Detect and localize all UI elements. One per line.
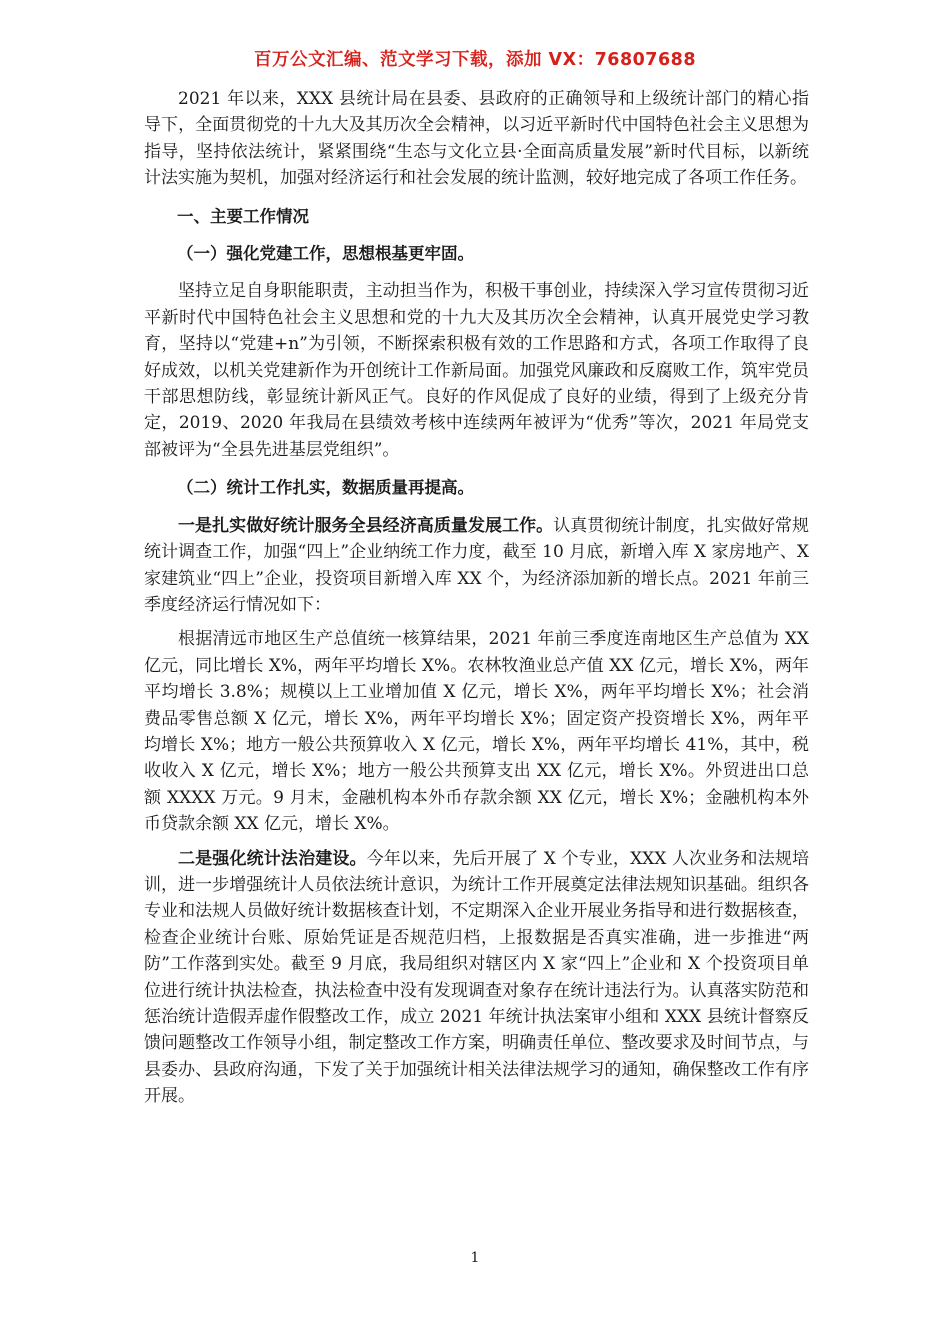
subsection-heading-party-building: （一）强化党建工作，思想根基更牢固。 bbox=[177, 244, 474, 264]
economy-data-paragraph: 根据清远市地区生产总值统一核算结果，2021 年前三季度连南地区生产总值为 XX 亿元，同比增长 X%，两年平均增长 X%。农林牧渔业总产值 XX 亿元，增长 X%，两年平均增长 3.8%；规模以上工业增加值 X 亿元，增长 X%，两年平均增长 X%；社会消费品零售总额 X 亿元，增长 X%，两年平均增长 X%；固定资产投资增长 X%，两年平均增长 X%；地方一般公共预算收入 X 亿元，增长 X%，两年平均增长 41%，其中，税收收入 X 亿元，增长 X%；地方一般公共预算支出 XX 亿元，增长 X%。外贸进出口总额 XXXX 万元。9 月末，金融机构本外币存款余额 XX 亿元，增长 X%；金融机构本外币贷款余额 XX 亿元，增长 X%。 bbox=[144, 629, 809, 835]
intro-paragraph: 2021 年以来，XXX 县统计局在县委、县政府的正确领导和上级统计部门的精心指导下，全面贯彻党的十九大及其历次全会精神，以习近平新时代中国特色社会主义思想为指导，坚持依法统计，紧紧围绕“生态与文化立县·全面高质量发展”新时代目标，以新统计法实施为契机，加强对经济运行和社会发展的统计监测，较好地完成了各项工作任务。 bbox=[144, 89, 809, 189]
rule-of-law-text: 今年以来，先后开展了 X 个专业，XXX 人次业务和法规培训，进一步增强统计人员依法统计意识，为统计工作开展奠定法律法规知识基础。组织各专业和法规人员做好统计数据核查计划，不定期深入企业开展业务指导和进行数据核查，检查企业统计台账、原始凭证是否规范归档，上报数据是否真实准确，进一步推进“两防”工作落到实处。截至 9 月底，我局组织对辖区内 X 家“四上”企业和 X 个投资项目单位进行统计执法检查，执法检查中没有发现调查对象存在统计违法行为。认真落实防范和惩治统计造假弄虚作假整改工作，成立 2021 年统计执法案审小组和 XXX 县统计督察反馈问题整改工作领导小组，制定整改工作方案，明确责任单位、整改要求及时间节点，与县委办、县政府沟通，下发了关于加强统计相关法律法规学习的通知，确保整改工作有序开展。 bbox=[144, 848, 810, 1107]
section-heading-main-work: 一、主要工作情况 bbox=[177, 206, 309, 226]
page-number: 1 bbox=[470, 1250, 480, 1266]
header-banner: 百万公文汇编、范文学习下载，添加 VX：76807688 bbox=[253, 50, 697, 70]
rule-of-law-paragraph bbox=[144, 846, 809, 1110]
subsection-heading-statistics-work: （二）统计工作扎实，数据质量再提高。 bbox=[177, 478, 474, 498]
economic-service-lead: 一是扎实做好统计服务全县经济高质量发展工作。 bbox=[178, 515, 554, 536]
economic-service-paragraph bbox=[144, 513, 809, 619]
party-building-paragraph: 坚持立足自身职能职责，主动担当作为，积极干事创业，持续深入学习宣传贯彻习近平新时代中国特色社会主义思想和党的十九大及其历次全会精神，认真开展党史学习教育，坚持以“党建+n”为引领，不断探索积极有效的工作思路和方式，各项工作取得了良好成效，以机关党建新作为开创统计工作新局面。加强党风廉政和反腐败工作，筑牢党员干部思想防线，彰显统计新风正气。良好的作风促成了良好的业绩，得到了上级充分肯定，2019、2020 年我局在县绩效考核中连续两年被评为“优秀”等次，2021 年局党支部被评为“全县先进基层党组织”。 bbox=[144, 281, 809, 460]
document-body bbox=[144, 86, 809, 1110]
rule-of-law-lead: 二是强化统计法治建设。 bbox=[178, 848, 367, 869]
economic-service-text: 认真贯彻统计制度，扎实做好常规统计调查工作，加强“四上”企业纳统工作力度，截至 10 月底，新增入库 X 家房地产、X 家建筑业“四上”企业，投资项目新增入库 XX 个，为经济添加新的增长点。2021 年前三季度经济运行情况如下： bbox=[144, 515, 810, 615]
